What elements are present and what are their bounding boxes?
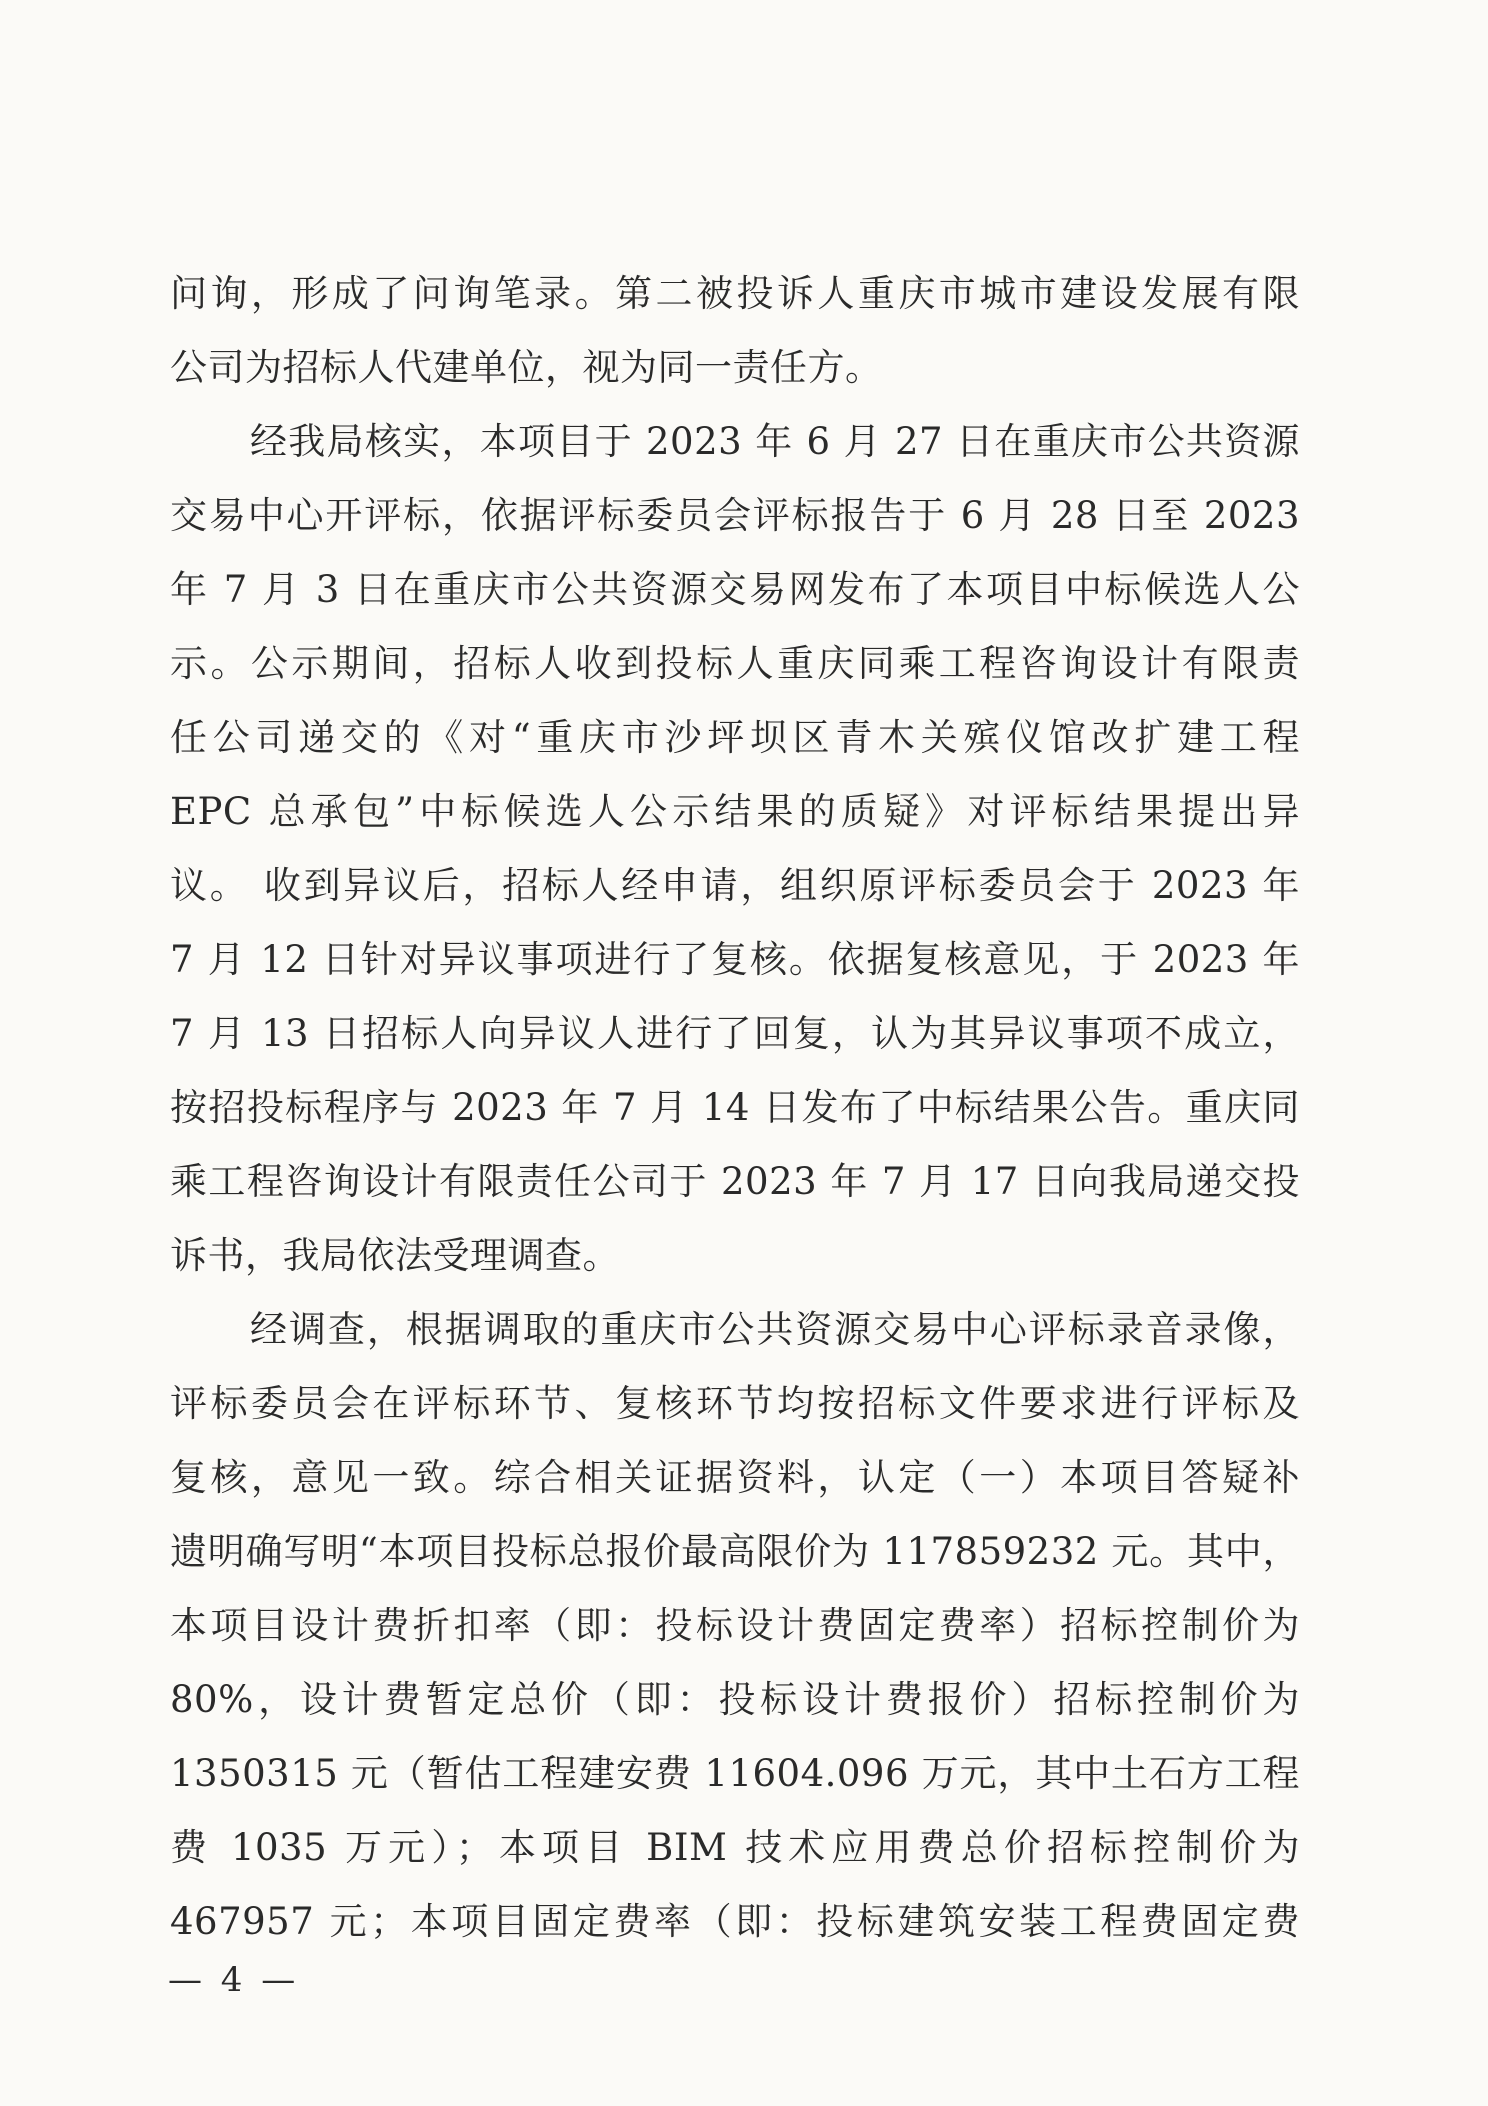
text-line: 复核，意见一致。综合相关证据资料，认定（一）本项目答疑补 xyxy=(170,1456,1300,1499)
text-line: 年 7 月 3 日在重庆市公共资源交易网发布了本项目中标候选人公 xyxy=(170,568,1300,611)
text-line: 本项目设计费折扣率（即：投标设计费固定费率）招标控制价为 xyxy=(170,1604,1300,1647)
text-line: 示。公示期间，招标人收到投标人重庆同乘工程咨询设计有限责 xyxy=(170,642,1300,685)
text-line: 经我局核实，本项目于 2023 年 6 月 27 日在重庆市公共资源 xyxy=(250,420,1300,463)
text-line: 80%，设计费暂定总价（即：投标设计费报价）招标控制价为 xyxy=(170,1678,1300,1721)
text-line: 诉书，我局依法受理调查。 xyxy=(170,1234,620,1277)
text-line: EPC 总承包”中标候选人公示结果的质疑》对评标结果提出异 xyxy=(170,790,1300,833)
text-line: 费 1035 万元）；本项目 BIM 技术应用费总价招标控制价为 xyxy=(170,1826,1300,1869)
page-number: — 4 — xyxy=(168,1960,300,2000)
text-line: 交易中心开评标，依据评标委员会评标报告于 6 月 28 日至 2023 xyxy=(170,494,1300,537)
text-line: 经调查，根据调取的重庆市公共资源交易中心评标录音录像， xyxy=(250,1308,1300,1351)
text-line: 按招投标程序与 2023 年 7 月 14 日发布了中标结果公告。重庆同 xyxy=(170,1086,1300,1129)
text-line: 问询，形成了问询笔录。第二被投诉人重庆市城市建设发展有限 xyxy=(170,272,1300,315)
text-line: 任公司递交的《对“重庆市沙坪坝区青木关殡仪馆改扩建工程 xyxy=(170,716,1300,759)
text-line: 7 月 12 日针对异议事项进行了复核。依据复核意见，于 2023 年 xyxy=(170,938,1300,981)
text-line: 公司为招标人代建单位，视为同一责任方。 xyxy=(170,346,883,389)
text-line: 467957 元；本项目固定费率（即：投标建筑安装工程费固定费 xyxy=(170,1900,1300,1943)
document-body xyxy=(170,257,1300,1959)
text-line: 议。 收到异议后，招标人经申请，组织原评标委员会于 2023 年 xyxy=(170,864,1300,907)
text-line: 乘工程咨询设计有限责任公司于 2023 年 7 月 17 日向我局递交投 xyxy=(170,1160,1300,1203)
text-line: 7 月 13 日招标人向异议人进行了回复，认为其异议事项不成立， xyxy=(170,1012,1300,1055)
text-line: 遗明确写明“本项目投标总报价最高限价为 117859232 元。其中， xyxy=(170,1530,1300,1573)
text-line: 1350315 元（暂估工程建安费 11604.096 万元，其中土石方工程 xyxy=(170,1752,1300,1795)
text-line: 评标委员会在评标环节、复核环节均按招标文件要求进行评标及 xyxy=(170,1382,1300,1425)
